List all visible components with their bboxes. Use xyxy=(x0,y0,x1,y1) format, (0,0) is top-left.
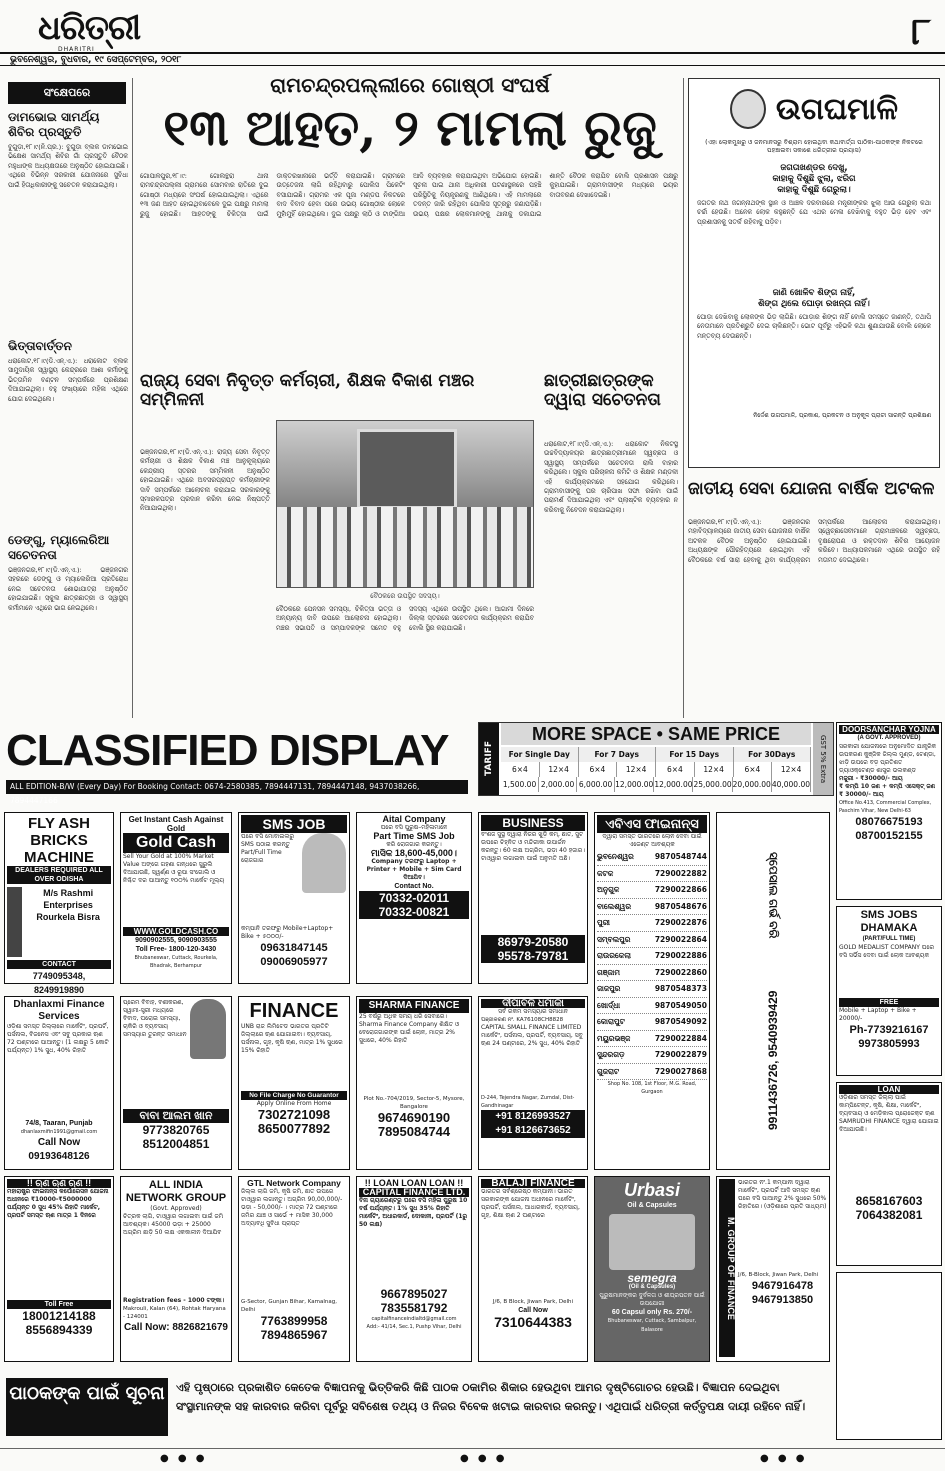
ad-title: ସ୍ପେସାଲ ଗର୍ଭ ବରି xyxy=(766,851,781,939)
ad-body: ଭାରତର ସର୍ବଶ୍ରେଷ୍ଠ କମ୍ପାନୀ। ଭାରତ ସରକାରଙ୍କ ଯୋଜନା ଅଧୀନରେ ମାର୍କେଟିଂ, ପ୍ରପର୍ଟି, ପର୍ସନାଲ, ଆଧାରକାର୍ଡ, ବ୍ୟବସାୟ, ଗୃହ, ଶିକ୍ଷା ଋଣ 2 ଘଣ୍ଟାରେ xyxy=(481,1188,580,1219)
product-box-icon xyxy=(609,1214,695,1270)
tariff-price: 1,500.00 xyxy=(501,777,539,792)
abis-city-name: ସୁନ୍ଦରଗଡ଼ xyxy=(597,1050,625,1059)
abis-city-phone: 7290022879 xyxy=(654,1050,707,1059)
story4-headline: ଜାତୀୟ ସେବା ଯୋଜନା ବାର୍ଷିକ ଅଟକଳ xyxy=(688,479,935,499)
cartoon-face-icon xyxy=(730,89,766,129)
ad-title: FINANCE xyxy=(249,1000,339,1022)
ad-sub: (Govt. Approved) xyxy=(150,1205,202,1212)
abis-city-row xyxy=(597,849,707,866)
abis-city-name: ଅନୁଗୁଳ xyxy=(597,885,620,894)
ad-ashoka xyxy=(716,1176,830,1362)
ad-ashoka-row xyxy=(719,1179,827,1357)
abis-city-row xyxy=(597,1031,707,1048)
brief-body-3: ଭଞ୍ଜନଗର,୧୮।୯(ଡି.ଏନ୍.ଏ.): ଭଞ୍ଜନଗର ସହରରେ ଡେଙ୍ଗୁ ଓ ମ୍ୟାଲେରିଆ ପ୍ରତିରୋଧ ନେଇ ସଚେତନତା ଶୋଭାଯାତ୍ରା ଅନୁଷ୍ଠିତ ହୋଇଯାଇଛି। ସ୍କୁଲ ଛାତ୍ରଛାତ୍ରୀ ଓ ସ୍ୱାସ୍ଥ୍ୟ କର୍ମୀମାନେ ଏଥିରେ ଭାଗ ନେଇଥିଲେ। xyxy=(8,566,128,612)
ad-body: ପ୍ରେମ ବିବାହ, ବଶୀକରଣ, ସ୍ୱାମୀ-ସ୍ତ୍ରୀ ମଧ୍ୟରେ ବିବାଦ, ଘରୋଇ ସମସ୍ୟା, ଚାକିରି ଓ ବ୍ୟବସାୟ ସମସ୍ୟାର ତୁରନ୍ତ ସମାଧାନ xyxy=(123,999,187,1038)
tariff-size: 6×4 xyxy=(734,762,773,777)
ad-business xyxy=(478,812,588,984)
ad-body: ଚିତ୍ରକ ଲାଗି, ଟାଓ୍ୱାର ଲଗାଇବା ପାଇଁ ଜମି ଆବଶ୍ୟକ। 45000 ଭଡ଼ା + 25000 ଅଗ୍ରିମ ଛାଡ଼ି 50 ଲକ୍ଷ ଏକକାଳୀନ ଦିଆଯିବ xyxy=(123,1213,224,1236)
ad-title: !! LOAN LOAN LOAN !! xyxy=(364,1178,464,1188)
ad-body: ବଂଶଜ ସୁସ୍ଥ ଦ୍ୱାରା ନିଜର ଖୁଡ଼ି କମ୍, ଛାତ, ସୁଟ ଉପରେ ଚିହ୍ନିତ ଓ ମନ୍ଦିରୀକା ଉପାର୍ଜନ କରନ୍ତୁ। 60 ଲକ୍ଷ ଅଗ୍ରିମ, ଭଡ଼ା 40 ହଜାର। ଟାଓ୍ୱାର ଲଗାଇବା ପାଇଁ ଅନୁମତି ଅଛି। xyxy=(481,831,585,862)
ad-smsjob xyxy=(238,812,350,984)
ad-doorsanchar xyxy=(836,722,942,900)
ad-firm: CAPITAL FINANCE LTD. xyxy=(359,1188,469,1197)
story3-headline: ଛାତ୍ରୀଛାତ୍ରଙ୍କ ଦ୍ୱାରା ସଚେତନତା xyxy=(544,371,661,410)
abis-city-name: କଟକ xyxy=(597,868,614,878)
ad-baba xyxy=(120,996,232,1170)
ad-sub: (PART/FULL TIME) xyxy=(862,936,916,942)
abis-city-name: ଖୋର୍ଦ୍ଧା xyxy=(597,1000,621,1010)
ad-body: ଭାରତର ନଂ.1 କମ୍ପାନୀ ଦ୍ୱାରା ମାର୍କେଟିଂ, ପ୍ରପର୍ଟି ଆଦି ସମସ୍ତ ଋଣ ଘରେ ବସି ପାଆନ୍ତୁ 2% ସୁଧରେ 50% ରିହାତିରେ। (ଓଡ଼ିଶାରେ ପ୍ରତି ସାଧ୍ୟମ) xyxy=(738,1179,827,1210)
ad-free: FREE xyxy=(839,998,939,1007)
ad-phones: 9467916478 9467913850 xyxy=(751,1280,814,1306)
story2-body-left: ଭଞ୍ଜନଗର,୧୮।୯(ଡି.ଏନ୍.ଏ.): ରାଜ୍ୟ ସେବା ନିବୃତ୍ତ କର୍ମଚାରୀ ଓ ଶିକ୍ଷକ ବିକାଶ ମଞ୍ଚ ଆନୁକୂଲ୍ୟରେ କେନ୍ଦ୍ରୀୟ ସ୍ତରର ସମ୍ମିଳନୀ ଅନୁଷ୍ଠିତ ହୋଇଯାଇଛି। ଏଥିରେ ଅବସରପ୍ରାପ୍ତ କର୍ମଚାରୀଙ୍କ ଦାବି ସମ୍ପର୍କରେ ଆଲୋଚନା କରାଯାଇ ସରକାରଙ୍କୁ ସ୍ମାରକପତ୍ର ପ୍ରଦାନ କରିବା ନେଇ ନିଷ୍ପତ୍ତି ନିଆଯାଇଥିଲା। xyxy=(140,448,270,513)
tariff-price: 12,000.00 xyxy=(615,777,654,792)
ad-title: ଏବିଏସ ଫାଇନାନ୍ସ xyxy=(597,815,707,833)
ad-title: Aital Company xyxy=(382,814,446,824)
ad-phones: 08076675193 08700152155 xyxy=(855,816,923,842)
abis-city-name: କୋରାପୁଟ xyxy=(597,1017,625,1026)
ad-smsjob-mid xyxy=(241,833,347,925)
abis-city-row xyxy=(597,915,707,932)
tariff-label: TARIFF xyxy=(479,723,499,795)
ad-line2: କରି ରୋଜଗାର କରନ୍ତୁ। xyxy=(386,841,442,848)
ad-sub: Oil & Capsules xyxy=(627,1202,677,1209)
masthead-logo: ଧରିତ୍ରୀ xyxy=(38,8,141,48)
ad-email: dhanlaxmifin1991@gmail.com xyxy=(20,1129,98,1135)
tariff-period: For 15 Days xyxy=(656,747,734,762)
abis-city-phone: 9870548744 xyxy=(654,852,707,861)
ugaghamali-quote-2: ଜାଣି ଖୋଳିବ ଶିଙ୍ଗ ନାହିଁ, ଶିଙ୍ଗ ଥିଲେ ଘୋଡ଼ା ରଖନ୍ତା ନାହିଁ। xyxy=(758,288,870,309)
abis-city-list xyxy=(597,849,707,1080)
lead-headline: ୧୩ ଆହତ, ୨ ମାମଲା ରୁଜୁ xyxy=(163,98,657,157)
ad-phones: 7763899958 7894865967 xyxy=(260,1314,328,1342)
ad-brand: Gold Cash xyxy=(123,833,229,853)
story2-headline: ରାଜ୍ୟ ସେବା ନିବୃତ୍ତ କର୍ମଚାରୀ, ଶିକ୍ଷକ ବିକାଶ ମଞ୍ଚର ସମ୍ମିଳନୀ xyxy=(140,371,475,410)
ad-contact: Contact No. xyxy=(394,883,434,890)
ad-nofile: No File Charge No Guarantor xyxy=(241,1091,347,1100)
ad-sharma xyxy=(356,996,472,1170)
column-rule xyxy=(132,78,133,718)
story2-body-right: ବୈଠକରେ ପେନସନ ସମସ୍ୟା, ଚିକିତ୍ସା ଭତ୍ତା ଓ ଅନ୍ୟାନ୍ୟ ଦାବି ଉପରେ ଆଲୋଚନା ହୋଇଥିଲା। ମଞ୍ଚର ସଭାପତି ଓ ସମ୍ପାଦକଙ୍କ ସମେତ ବହୁ ସଦସ୍ୟ ଏଥିରେ ଉପସ୍ଥିତ ଥିଲେ। ଆଗାମୀ ଦିନରେ ଜିଲ୍ଲା ସ୍ତରରେ ସଚେତନତା କାର୍ଯ୍ୟକ୍ରମ କରାଯିବ ବୋଲି ସ୍ଥିର କରାଯାଇଛି। xyxy=(276,605,534,632)
ad-balaji xyxy=(478,1176,588,1362)
tariff-period: For 7 Days xyxy=(579,747,657,762)
tariff-table xyxy=(478,722,834,796)
ad-reg: ପଞ୍ଜୀକରଣ ନଂ. KA76108CH8828 xyxy=(481,1017,564,1023)
ad-dhamaka-loan xyxy=(478,996,588,1170)
ad-address: G-Sector, Gunjan Bihar, Kamalnag, Delhi xyxy=(241,1299,337,1313)
ad-abis-finance xyxy=(594,812,710,1170)
ad-apply: Apply Online From Home xyxy=(256,1100,332,1107)
abis-city-row xyxy=(597,965,707,982)
ad-line1: Part Time SMS Job xyxy=(373,831,455,841)
ad-title: ଦୀପାବଳି ଧମାକା xyxy=(481,999,585,1008)
abis-city-row xyxy=(597,981,707,998)
ad-email: capitalfinanceindialtd@gmail.com xyxy=(371,1316,457,1322)
ad-capital-loan xyxy=(356,1176,472,1362)
ad-title: SHARMA FINANCE xyxy=(359,999,469,1013)
ad-finance xyxy=(238,996,350,1170)
ugaghamali-quote-1: ଜଗତାଖଣ୍ଡର ଦେଖୁ, କାହାକୁ ଦିଶୁଛି ଝୁଲା, ଝରିଗ କାହାକୁ ଦିଶୁଛି ଗେରୁଲା। xyxy=(772,163,856,195)
ad-flyash-mid xyxy=(7,887,111,957)
lead-kicker: ରାମଚନ୍ଦ୍ରପଲ୍ଲୀରେ ଗୋଷ୍ଠୀ ସଂଘର୍ଷ xyxy=(270,73,550,97)
ad-address: D-244, Tejendra Nagar, Zumdal, Dist-Gandhinagar xyxy=(481,1095,575,1109)
ad-body: ଓଡ଼ିଶାର ସମସ୍ତ ଜିଲ୍ଲା ପାଇଁ କାମ୍ପିଟେନ୍ଟ, କୃଷି, ଶିକ୍ଷା, ମାର୍କେଟିଂ, ବ୍ୟବସାୟ ଓ ମେଡ଼ିକାଲ ପ୍ରୋଜେକ୍ଟ ଋଣ SAMRUDHI FINANCE ଦ୍ୱାରା ଯୋଗାଇ ଦିଆଯାଉଛି। xyxy=(839,1094,939,1133)
ad-body: ଘରେ ବସି ମୋବାଇଲରୁ SMS ପଠାଇ କରନ୍ତୁ Part/Full Time ରୋଜଗାର xyxy=(241,833,295,864)
abis-city-name: ରାଉରକେଲା xyxy=(597,951,631,960)
tariff-price: 40,000.00 xyxy=(772,777,811,792)
ad-lines: ମଜୁରୀ - ₹30000/- ଆୟ ₹ କମ୍‌ପି 10 ଜଣ + କମ୍‌ପି ଏସେକ୍ଟ୍ ଜଣ ₹ 30000/- ଆୟ xyxy=(839,775,936,798)
briefs-column xyxy=(8,110,128,720)
ad-address: 74/8, Taaran, Punjab xyxy=(25,1120,93,1127)
ad-aital xyxy=(356,812,472,984)
abis-city-phone: 7290022884 xyxy=(654,1033,707,1043)
ugaghamali-credit: ନିର୍ଦ୍ଦେଶ ଉଗଘମାଳି, ପ୍ରକାଶ, ପ୍ରକଟନ ଓ ଅନୁକୂଳ ପ୍ରାଚୀ ସାରନ୍ତି ପ୍ରଶିକ୍ଷଣ xyxy=(753,412,931,419)
ad-price: 60 Capsul only Rs. 270/- xyxy=(611,1309,693,1316)
ad-gift: କମ୍ପାନି ତରଫରୁ Mobile+Laptop+ Bike + ୫୦୦୦/- xyxy=(241,925,334,940)
ugaghamali-box xyxy=(688,78,940,468)
abis-city-phone: 7290022866 xyxy=(654,885,707,894)
ad-address: Office No.413, Commercial Complex, Paschim Vihar, New Delhi-63 xyxy=(839,800,932,814)
ad-urbasi xyxy=(594,1176,710,1362)
ad-goldcash xyxy=(120,812,232,984)
ad-gift: Company ତରଫରୁ Laptop + Printer + Mobile + Sim Card ଦିଆଯିବ। xyxy=(366,858,462,881)
tariff-period: For 30Days xyxy=(734,747,812,762)
tariff-price: 20,000.00 xyxy=(733,777,772,792)
abis-city-phone: 9870549050 xyxy=(654,1000,707,1010)
woman-photo-icon xyxy=(302,833,346,893)
dateline: ଭୁବନେଶ୍ୱର, ବୁଧବାର, ୧୯ ସେପ୍ଟେମ୍ବର, ୨୦୧୮ xyxy=(0,52,945,66)
ad-phones: 86979-20580 95578-79781 xyxy=(481,935,585,963)
ad-baba-mid xyxy=(123,999,229,1109)
ad-flyash xyxy=(4,812,114,995)
tariff-size: 6×4 xyxy=(501,762,540,777)
abis-city-phone: 9870548676 xyxy=(654,901,707,911)
ugaghamali-header xyxy=(689,79,939,139)
ad-title: Urbasi xyxy=(623,1180,681,1200)
ad-phones: +91 8126993527 +91 8126673652 xyxy=(481,1110,585,1138)
abis-city-phone: 7290022882 xyxy=(654,868,707,878)
abis-city-row xyxy=(597,882,707,899)
ad-phones: 18001214188 8556894339 xyxy=(22,1309,96,1337)
ad-phones: 8658167603 7064382081 xyxy=(855,1194,923,1222)
reader-notice-title: ପାଠକଙ୍କ ପାଇଁ ସୂଚନା xyxy=(6,1378,168,1436)
ad-address: Add:- 41/14, Sec.1, Pushp Vihar, Delhi xyxy=(366,1324,462,1330)
abis-city-row xyxy=(597,899,707,916)
section-tag: ସଂକ୍ଷେପରେ xyxy=(8,82,126,104)
seated-people-shape xyxy=(277,507,533,587)
ad-title: SMS JOBS DHAMAKA xyxy=(860,909,918,934)
tariff-sizes-row xyxy=(501,762,811,777)
ad-body: ସରକାରୀ ଯୋଜନାରେ ଅନୁମୋଦିତ ଯାନ୍ତ୍ରିକ ଉପକରଣ କୁଞ୍ଜିକ ଜିଲ୍ଲ ମୁଣ୍ଡ, ଟେଣ୍ଡା, ଝାଡ଼ି ଉପରେ ବଡ଼ ପ୍ରତିଶତ ଡ୍ୟାଓକ୍ଟେଣ୍ଡ ଶାସ୍ତ୍ର ଭଲକଣ୍ଡ xyxy=(839,743,937,774)
ad-body: CAPITAL SMALL FINANCE LIMITED ମାର୍କେଟିଂ, ପର୍ସନାଲ, ପ୍ରପର୍ଟି, ବ୍ୟବସାୟ, ସବୁ ଋଣ 24 ଘଣ୍ଟାରେ, 2% ସୁଧ, 40% ରିହାତି xyxy=(481,1024,583,1047)
footer-dots: ● ● ● xyxy=(460,1453,508,1464)
tariff-price: 2,000.00 xyxy=(539,777,577,792)
ad-body: ବିନା ଗ୍ୟାରେଣ୍ଟରୁ ଘରେ ବସି ମହିଳା ପୁରୁଷ 10 ବର୍ଷ ପର୍ଯ୍ୟନ୍ତ। 1% ସୁଧ 35% ରିହାତି ମାର୍କେଟିଂ, ଅଧାରକାର୍ଡ, ଦୋକାନୀ, ପ୍ରପର୍ଟି (1ରୁ 50 ଲକ୍ଷ) xyxy=(359,1197,468,1228)
abis-city-phone: 7290022860 xyxy=(654,967,707,977)
abis-city-phone: 9870549092 xyxy=(654,1017,707,1026)
ad-title: Dhanlaxmi Finance Services xyxy=(13,999,105,1022)
ad-gift: Mobile + Laptop + Bike + 20000/- xyxy=(839,1007,917,1022)
page-number: ୮ xyxy=(911,8,931,53)
classified-contact-bar: ALL EDITION-B/W (Every Day) For Booking Contact: 0674-2580385, 7894447131, 7894447148, 9437038266, 7894447166 xyxy=(6,780,468,794)
ad-address: Shop No. 108, 1st Floor, M.G. Road, Gurgaon xyxy=(607,1081,697,1095)
ad-dhanlaxmi xyxy=(4,996,114,1170)
ad-fee: Registration fees - 1000 ଟଙ୍କା। xyxy=(123,1297,225,1304)
ad-address: J/6, B Block, Jiwan Park, Delhi xyxy=(492,1299,574,1305)
tariff-size: 12×4 xyxy=(695,762,734,777)
footer-dots: ● ● ● xyxy=(760,1453,808,1464)
ad-phones: 7310644383 xyxy=(494,1314,572,1330)
tariff-gst: GST 5% Extra xyxy=(813,723,833,795)
ad-title: FLY ASH BRICKS MACHINE xyxy=(24,815,94,866)
ad-loan-samrudhi xyxy=(836,1272,942,1440)
abis-city-phone: 7290027868 xyxy=(654,1066,707,1076)
ad-body: ପୁରୁଷମାନଙ୍କର ଦୁର୍ବଳତା ଓ ଶୀଘ୍ରପତନ ପାଇଁ ଉପଯୋଗୀ xyxy=(599,1292,705,1307)
brief-title-2: ଭିତ୍ତାବାର୍ତ୍ତନ xyxy=(8,339,72,353)
temple-shape xyxy=(357,429,457,509)
ad-ashoka-content xyxy=(735,1179,827,1357)
abis-city-name: ମୟୁରଭଞ୍ଜ xyxy=(597,1033,631,1043)
ad-brand-sub: (Oil & Capsules) xyxy=(628,1284,676,1290)
abis-city-row xyxy=(597,1014,707,1031)
tariff-prices-row xyxy=(501,777,811,792)
brief-title-3: ଡେଙ୍ଗୁ, ମ୍ୟାଲେରିଆ ସଚେତନତା xyxy=(8,533,110,562)
ad-contact: CONTACT xyxy=(7,960,111,969)
baba-photo-icon xyxy=(190,999,226,1059)
ad-title: BALAJI FINANCE xyxy=(481,1179,585,1188)
abis-city-name: ପୁରୀ xyxy=(597,918,610,927)
ad-phones: Call Now: 8826821679 xyxy=(124,1322,228,1333)
abis-city-name: ଭୁବନେଶ୍ୱର xyxy=(597,852,634,861)
ad-title: ବାବା ଆଲମ ଖାନ xyxy=(123,1109,229,1123)
ad-address: Makrouli, Kalan (64), Rohtak Haryana - 124001 xyxy=(123,1306,226,1320)
ad-phones: Call Now 09193648126 xyxy=(28,1137,90,1162)
ugaghamali-para-1: ଜଗତର ନାଥ ଜଗନ୍ନାଥଙ୍କ ସ୍ଥାନ ଓ ଆଞ୍ଚଳ ଦରବାରରେ ମନ୍ତ୍ରୀଙ୍କର ଝୁଲା ଆଉ ଗେରୁଲା କଥା ଚର୍ଚ୍ଚା ହେଉଛି। ଅନେକ ଲୋକ କହୁଛନ୍ତି ଯେ ଏଥର ମେଳା ଦେଖିବାକୁ ବହୁତ ଭିଡ଼ ହେବ ଏବଂ ପ୍ରଶାସନକୁ ସତର୍କ ରହିବାକୁ ପଡ଼ିବ। xyxy=(697,199,931,226)
tariff-size: 6×4 xyxy=(656,762,695,777)
ad-loan-rin xyxy=(4,1176,114,1362)
brief-body-1: ବୁଗୁଡ଼ା,୧୮।୯(ନି.ପ୍ର.): ବୁଗୁଡ଼ା ବ୍ଲକ ଡାମଭୋଇ ଭିକ୍ଷେଶ ସାମର୍ଥ୍ୟ ଶିବିର ଗାଁ ପ୍ରସ୍ତୁତି ବୈଠକ ମହୁଧାଙ୍କ ଅଧ୍ୟକ୍ଷତାରେ ଅନୁଷ୍ଠିତ ହୋଇଯାଇଛି। ଏଥିରେ ବିଭିନ୍ନ ସରକାରୀ ଯୋଜନାରେ ସୁବିଧା ପାଇଁ ହିତାଧିକାରୀଙ୍କୁ ସଚେତନ କରାଯାଇଥିଲା। xyxy=(8,143,128,189)
abis-city-name: ଗୁଜରାଟ xyxy=(597,1066,620,1076)
column-rule xyxy=(683,78,684,718)
ad-call: Call Now xyxy=(518,1307,548,1314)
ad-address: J/6, B-Block, Jiwan Park, Delhi xyxy=(738,1272,819,1278)
ad-sub: (A GOVT. APPROVED) xyxy=(857,735,921,741)
tariff-periods-row xyxy=(501,747,811,762)
ad-body: GOLD MEDALIST COMPANY ଘରେ ବସି ସର୍ଭିସ ଦେବା ପାଇଁ ଲୋକ ଆବଶ୍ୟକ xyxy=(839,944,935,959)
ad-body: Sell Your Gold at 100% Market Value ଅଙ୍ଗେ ଗହଣା ଗନ୍ଧରେ ସୁରୁଲି ଦିଆଯାଉଛି, ସ୍ୱର୍ଣ୍ଣ ଓ ରୂପା ସଂଗୋଲି ଓ ନିଶ୍ଚିତ ଦର ପାଆନ୍ତୁ ୧୦୦% ମାର୍କେଟ ମୂଲ୍ୟ xyxy=(123,853,225,884)
meeting-photo xyxy=(276,420,534,588)
ad-title: BUSINESS xyxy=(481,815,585,831)
tariff-size: 12×4 xyxy=(617,762,656,777)
ad-sub: ସର୍ବ ରକମ ସମସ୍ୟାର ସମାଧାନ xyxy=(498,1008,568,1015)
ugaghamali-sub: (ଏହା ଲୋକମୁଖରୁ ଓ ଜନମାନସରୁ ବିଶ୍ରାମ ହୋଇଥିବା କଥାବାର୍ତ୍ତା ପାଠିକା-ପାଠକଙ୍କ ନିକଟରେ ପହଞ୍ଚାଇବା ସକାଶେ ଧରିତ୍ରୀର ପ୍ରୟାସ) xyxy=(705,139,923,154)
ad-phones: 9667895027 7835581792 xyxy=(380,1287,448,1315)
ad-body: ଦ୍ୱାରା ସମସ୍ତ ଭାରତରେ ଲୋନ ଦେବା ପାଇଁ ଏଜେଣ୍ଟ ଆବଶ୍ୟକ xyxy=(602,833,702,848)
ad-vertical xyxy=(716,812,830,1170)
ad-brand: semegra xyxy=(627,1271,677,1285)
ad-body: ମହାରାଷ୍ଟ୍ର ଫାଇନାନ୍ସ କର୍ପୋରେସନ ଯୋଜନା ଅଧୀନରେ ₹10000-₹5000000 ପର୍ଯ୍ୟନ୍ତ 0 ସୁଧ 45% ରିହାତି ମାର୍କେଟ, ପ୍ରପର୍ଟି ସମସ୍ତ ଋଣ ମାତ୍ର 1 ଦିନରେ xyxy=(7,1188,109,1219)
abis-city-phone: 7290022864 xyxy=(654,934,707,944)
footer-dots: ● ● ● xyxy=(160,1453,208,1464)
ad-phones: 7749095348, 8249919890 xyxy=(32,971,86,995)
ad-address: Plot No.-704/2019, Sector-5, Mysore, Bangalore xyxy=(363,1096,465,1110)
ad-phones: 9090902555, 9090903555 Toll Free- 1800-120-3430 xyxy=(135,937,217,953)
tariff-headline: MORE SPACE • SAME PRICE xyxy=(501,723,811,745)
tariff-grid xyxy=(501,747,811,792)
tariff-price: 6,000.00 xyxy=(577,777,615,792)
ad-title: M. GROUP OF FINANCE xyxy=(719,1179,735,1357)
ad-title: !! ଋଣ ଋଣ ଋଣ !! xyxy=(7,1179,111,1188)
ad-phones: 9674690190 7895084744 xyxy=(377,1110,451,1139)
ad-title: ALL INDIA NETWORK GROUP xyxy=(125,1179,227,1204)
ad-body: ଘରେ ବସି ପୁରୁଷ–ମହିଳାମାନେ xyxy=(380,824,448,831)
tariff-period: For Single Day xyxy=(501,747,579,762)
ad-web: WWW.GOLDCASH.CO xyxy=(123,927,229,936)
lead-body: ଗୋପାଳପୁର,୧୮।୯: ଗୋଲନ୍ଥରା ଥାନା ରାମଚନ୍ଦ୍ରପଲ୍ଲୀ ଗ୍ରାମରେ ସୋମବାର ରାତିରେ ଦୁଇ ଗୋଷ୍ଠୀ ମଧ୍ୟରେ ସଂଘର୍ଷ ହୋଇଯାଇଥିଲା। ଏଥିରେ ୧୩ ଜଣ ଆହତ ହୋଇଥିବାବେଳେ ଦୁଇ ପକ୍ଷରୁ ମାମଲା ରୁଜୁ ହୋଇଛି। ଆହତଙ୍କୁ ଚିକିତ୍ସା ପାଇଁ ଡାକ୍ତରଖାନାରେ ଭର୍ତ୍ତି କରାଯାଇଛି। ଗ୍ରାମରେ ଉତ୍ତେଜନା ଲାଗି ରହିଥିବାରୁ ପୋଲିସ ପିକେଟିଂ ବସାଯାଇଛି। ଗ୍ରାମର ଏକ ପୂଜା ମଣ୍ଡପ ନିକଟରେ ବାଦ ବିବାଦ ହେବା ପରେ ଉଭୟ ଗୋଷ୍ଠୀର ଲୋକେ ମୁହାଁମୁହିଁ ହୋଇଥିଲେ। ଦୁଇ ପକ୍ଷରୁ ଲାଠି ଓ ଟାଙ୍ଗିଆ ଆଦି ବ୍ୟବହାର କରାଯାଇଥିବା ଅଭିଯୋଗ ହୋଇଛି। ସୂଚନା ପାଇ ଥାନା ଅଧିକାରୀ ଘଟଣାସ୍ଥଳରେ ପହଞ୍ଚି ପରିସ୍ଥିତିକୁ ନିୟନ୍ତ୍ରଣକୁ ଆଣିଥିଲେ। ଏହି ମାମଲାରେ ତଦନ୍ତ ଜାରି ରହିଥିବା ପୋଲିସ ସୂତ୍ରରୁ ଜଣାପଡ଼ିଛି। ଉଭୟ ପକ୍ଷର ଲୋକମାନଙ୍କୁ ଥାନାକୁ ଡକାଯାଇ ଶାନ୍ତି ବୈଠକ କରାଯିବ ବୋଲି ପ୍ରଶାସନ ପକ୍ଷରୁ କୁହାଯାଇଛି। ଗ୍ରାମବାସୀଙ୍କ ମଧ୍ୟରେ ଭୟର ବାତାବରଣ ଦେଖାଦେଇଛି। xyxy=(140,172,678,218)
brief-body-2: ଧରାକୋଟ,୧୮।୯(ଡି.ଏନ୍.ଏ.): ଧରାକୋଟ ବ୍ଲକ ସାମୁଦାୟିକ ସ୍ୱାସ୍ଥ୍ୟ କେନ୍ଦ୍ରରେ ଆଶା କର୍ମୀଙ୍କୁ ଭିତ୍ତାମିନ ବଣ୍ଟନ ସମ୍ପର୍କରେ ପ୍ରଶିକ୍ଷଣ ଦିଆଯାଇଥିଲା। ବହୁ ସଂଖ୍ୟାରେ ମହିଳା ଏଥିରେ ଯୋଗ ଦେଇଥିଲେ। xyxy=(8,357,128,403)
ad-phones: 9773820765 8512004851 xyxy=(142,1123,210,1151)
photo-caption: ବୈଠକରେ ଉପସ୍ଥିତ ସଦସ୍ୟ। xyxy=(370,592,440,600)
ad-body xyxy=(839,1275,939,1361)
masthead-logo-sub: DHARITRI xyxy=(58,46,95,53)
tariff-size: 12×4 xyxy=(772,762,811,777)
abis-city-row xyxy=(597,932,707,949)
ad-title: LOAN xyxy=(839,1085,939,1094)
ad-dealer: DEALERS REQUIRED ALL OVER ODISHA xyxy=(7,866,111,884)
abis-city-name: ଗଞ୍ଜାମ xyxy=(597,967,620,977)
abis-city-phone: 7290022876 xyxy=(654,918,707,927)
ad-address: Bhubaneswar, Cuttack, Sambalpur, Balasore xyxy=(607,1318,697,1333)
tariff-size: 12×4 xyxy=(540,762,579,777)
ad-phones: 9911436726, 9540939429 xyxy=(766,990,780,1130)
machine-icon xyxy=(7,887,22,957)
ad-title: DOORSANCHAR YOJNA xyxy=(839,725,939,734)
abis-city-row xyxy=(597,1047,707,1064)
ad-body: ଜିଲ୍ଲ ଲାଗି ଜମି, କୃଷି ଜମି, ଛାତ ଉପରେ ଟାଓ୍ୱାର ଲଗାନ୍ତୁ। ଅଗ୍ରିମ 90,00,000/- ଭଡ଼ା - 50,000/- । ମାତ୍ର 72 ଘଣ୍ଟାରେ ଜମିର ଯାଞ୍ଚ ଓ ସାର୍ଭେ + ମାସିକ 30,000 ଅଦ୍ୟାବଧି ସୁବିଧା ପ୍ରାପ୍ତ xyxy=(241,1188,343,1227)
classified-title: CLASSIFIED DISPLAY xyxy=(6,726,449,775)
abis-city-row xyxy=(597,866,707,883)
abis-city-name: ସମ୍ବଲପୁର xyxy=(597,934,631,944)
ad-phones: 70332-02011 70332-00821 xyxy=(359,891,469,919)
brief-title-1: ଡାମଭୋଇ ସାମର୍ଥ୍ୟ ଶିବିର ପ୍ରସ୍ତୁତି xyxy=(8,110,100,139)
ad-phones: Ph-7739216167 9973805993 xyxy=(849,1024,929,1050)
ad-tollfree: Toll Free xyxy=(7,1300,111,1309)
ad-address: Bhubaneswar, Cuttack, Rourkela, Bhadrak, Berhampur xyxy=(134,955,218,969)
abis-city-row xyxy=(597,948,707,965)
tariff-size: 6×4 xyxy=(579,762,618,777)
abis-city-phone: 7290022886 xyxy=(654,951,707,960)
reader-notice-text: ଏହି ପୃଷ୍ଠାରେ ପ୍ରକାଶିତ କେତେକ ବିଜ୍ଞାପନକୁ ଭିତ୍ତିକରି କିଛି ପାଠକ ଠକାମିର ଶିକାର ହେଉଥିବା ଆମର ଦୃଷ୍ଟିଗୋଚର ହେଉଛି। ବିଜ୍ଞାପନ ଦେଇଥିବା ସଂସ୍ଥାମାନଙ୍କ ସହ କାରବାର କରିବା ପୂର୍ବରୁ ସବିଶେଷ ତଥ୍ୟ ଓ ନିଜର ବିବେକ ଖଟାଇ କାରବାର କରନ୍ତୁ। ଏଥିପାଇଁ ଧରିତ୍ରୀ କର୍ତ୍ତୃପକ୍ଷ ଦାୟୀ ରହିବେ ନାହିଁ। xyxy=(176,1381,806,1413)
ad-gtl xyxy=(238,1176,350,1362)
abis-city-name: ଜାଜପୁର xyxy=(597,984,621,993)
story4-body: ଭଞ୍ଜନଗର,୧୮।୯(ଡି.ଏନ୍.ଏ.): ଭଞ୍ଜନଗର ମହାବିଦ୍ୟାଳୟରେ ଜାତୀୟ ସେବା ଯୋଜନାର ବାର୍ଷିକ ଅଟକଳ ବୈଠକ ଅନୁଷ୍ଠିତ ହୋଇଯାଇଛି। ଅଧ୍ୟକ୍ଷଙ୍କ ପୌରହିତ୍ୟରେ ହୋଇଥିବା ଏହି ବୈଠକରେ ବର୍ଷ ସାରା ହେବାକୁ ଥିବା କାର୍ଯ୍ୟକ୍ରମ ସମ୍ପର୍କରେ ଆଲୋଚନା କରାଯାଇଥିଲା। ସ୍ୱେଚ୍ଛାସେବୀମାନେ ଗ୍ରାମାଞ୍ଚଳରେ ସ୍ୱଚ୍ଛତା, ବୃକ୍ଷରୋପଣ ଓ ରକ୍ତଦାନ ଶିବିର ଆୟୋଜନ କରିବେ। ଅଧ୍ୟାପକମାନେ ଏଥିରେ ଉପସ୍ଥିତ ରହି ମତାମତ ଦେଇଥିଲେ। xyxy=(688,518,940,564)
ad-title: GTL Network Company xyxy=(247,1178,341,1188)
ad-title: SMS JOB xyxy=(241,815,347,833)
ugaghamali-title: ଉଗଘମାଳି xyxy=(775,91,899,127)
ad-body: ଓଡ଼ିଶା ସମସ୍ତ ଜିଲ୍ଲାରେ ମାର୍କେଟିଂ, ପ୍ରପର୍ଟି, ପର୍ସନାଲ, ବିଜନେସ ଏବଂ ସବୁ ପ୍ରକାର ଋଣ 72 ଘଣ୍ଟାରେ ପାଆନ୍ତୁ। (1 ଲକ୍ଷରୁ 5 କୋଟି ପର୍ଯ୍ୟନ୍ତ) 1% ସୁଧ, 40% ରିହାତି xyxy=(7,1023,109,1054)
ad-title: Get Instant Cash Against Gold xyxy=(128,815,224,833)
tariff-price: 25,000.00 xyxy=(693,777,732,792)
abis-city-phone: 9870548373 xyxy=(654,984,707,993)
ad-salary: ମାସିକ 18,600-45,000। xyxy=(371,848,457,858)
abis-city-row xyxy=(597,998,707,1015)
ugaghamali-para-2: ଘୋଡ଼ା ଦେଖିବାକୁ ଲୋକଙ୍କ ଭିଡ଼ ଲାଗିଛି। ଘୋଡ଼ାର ଶିଙ୍ଗ ନାହିଁ ବୋଲି ସମସ୍ତେ ଜାଣନ୍ତି, ତଥାପି ନେତାମାନେ ପ୍ରତିଶ୍ରୁତି ଦେଇ ଚାଲିଛନ୍ତି। ଭୋଟ ପୂର୍ବରୁ ଏହିଭଳି କଥା ଶୁଣାଯାଉଛି ବୋଲି ଲୋକେ ମନ୍ତବ୍ୟ ଦେଉଛନ୍ତି। xyxy=(697,313,931,340)
ad-phones: 09631847145 09006905977 xyxy=(260,942,328,968)
ad-phones: 7302721098 8650077892 xyxy=(257,1107,331,1136)
abis-city-name: ବାଲେଶ୍ୱର xyxy=(597,901,632,911)
tariff-price: 12,000.00 xyxy=(654,777,693,792)
ad-mgroup xyxy=(836,1082,942,1266)
ad-firm: M/s Rashmi Enterprises Rourkela Bisra xyxy=(36,888,100,922)
ad-smsjobs-dhamaka xyxy=(836,906,942,1076)
ad-body: 25 ବର୍ଷରୁ ଅଧିକ ସମୟ ଧରି ସେବାରେ। Sharma Finance Company ଶିକ୍ଷିତ ଓ ବେରୋଜଗାରଙ୍କ ପାଇଁ ଲୋନ, ମାତ୍ର 2% ସୁଧରେ, 40% ରିହାତି xyxy=(359,1013,460,1044)
ad-body: UNB ରାଜ ଲିମିଟେଡ ଭାରତର ପ୍ରତିଟି ଜିଲ୍ଲାରେ ଋଣ ଯୋଗାଇବା। ବ୍ୟବସାୟ, ପର୍ସନାଲ, ଗୃହ, କୃଷି ଋଣ, ମାତ୍ର 1% ସୁଧରେ 15% ରିହାତି xyxy=(241,1023,343,1054)
story3-body: ଧରାକୋଟ,୧୮।୯(ଡି.ଏନ୍.ଏ.): ଧରାକୋଟ ନିକଟସ୍ଥ ଉଚ୍ଚବିଦ୍ୟାଳୟର ଛାତ୍ରଛାତ୍ରୀମାନେ ସ୍ୱଚ୍ଛତା ଓ ସ୍ୱାସ୍ଥ୍ୟ ସମ୍ପର୍କରେ ସଚେତନତା ରାଲି ବାହାର କରିଥିଲେ। ସ୍କୁଲ ପରିଚାଳନା କମିଟି ଓ ଶିକ୍ଷକ ମଣ୍ଡଳୀ ଏହି କାର୍ଯ୍ୟକ୍ରମରେ ସହଯୋଗ କରିଥିଲେ। ଗ୍ରାମବାସୀଙ୍କୁ ଘର ଚାରିପାଖ ସଫା ରଖିବା ପାଇଁ ପରାମର୍ଶ ଦିଆଯାଇଥିଲା ଏବଂ ପ୍ଲାଷ୍ଟିକ ବ୍ୟବହାର ନ କରିବାକୁ ନିବେଦନ କରାଯାଇଥିଲା। xyxy=(544,440,678,514)
ad-allindia xyxy=(120,1176,232,1362)
page-footer xyxy=(0,1448,945,1471)
abis-city-row xyxy=(597,1064,707,1081)
